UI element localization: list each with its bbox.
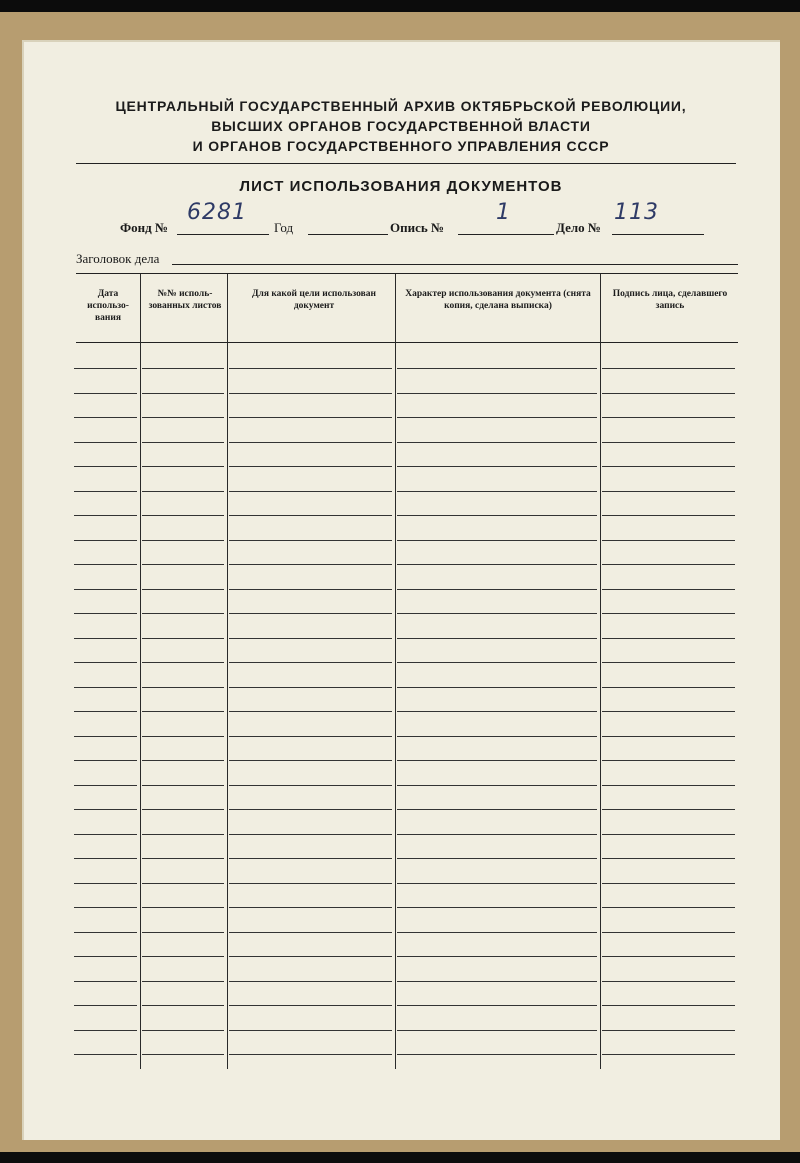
table-row-line <box>74 956 137 957</box>
table-top-rule <box>76 273 738 274</box>
table-row-line <box>142 883 224 884</box>
table-row-line <box>142 981 224 982</box>
table-row-line <box>229 760 392 761</box>
zagolovok-line <box>172 264 738 265</box>
table-row-line <box>229 956 392 957</box>
opis-label: Опись № <box>390 220 445 235</box>
table-row-line <box>142 907 224 908</box>
table-row-line <box>229 393 392 394</box>
table-row-line <box>602 1054 735 1055</box>
delo-value: 113 <box>614 200 659 225</box>
table-row-line <box>74 809 137 810</box>
table-row-line <box>74 907 137 908</box>
table-row-line <box>74 711 137 712</box>
table-row-line <box>142 491 224 492</box>
table-row-line <box>397 687 597 688</box>
table-row-line <box>397 417 597 418</box>
column-header-sheets: №№ исполь-зованных листов <box>148 289 222 311</box>
table-row-line <box>602 907 735 908</box>
table-row-line <box>602 711 735 712</box>
table-row-line <box>602 540 735 541</box>
table-row-line <box>142 858 224 859</box>
table-row-line <box>229 466 392 467</box>
fond-label: Фонд № <box>120 220 169 235</box>
table-row-line <box>142 393 224 394</box>
table-row-line <box>229 687 392 688</box>
table-row-line <box>602 932 735 933</box>
column-header-signature: Подпись лица, сделавшего запись <box>612 289 728 311</box>
table-row-line <box>229 809 392 810</box>
fond-value: 6281 <box>187 200 247 225</box>
table-row-line <box>397 932 597 933</box>
table-row-line <box>397 564 597 565</box>
table-row-line <box>229 368 392 369</box>
god-label: Год <box>274 220 294 235</box>
fond-line <box>177 234 269 235</box>
table-row-line <box>602 589 735 590</box>
table-row-line <box>74 687 137 688</box>
table-row-line <box>74 564 137 565</box>
table-row-line <box>229 1005 392 1006</box>
table-row-line <box>229 932 392 933</box>
archive-header-line-3: И ОРГАНОВ ГОСУДАРСТВЕННОГО УПРАВЛЕНИЯ СССР <box>192 138 610 154</box>
table-row-line <box>229 834 392 835</box>
table-row-line <box>142 662 224 663</box>
table-row-line <box>602 785 735 786</box>
table-row-line <box>229 515 392 516</box>
table-row-line <box>74 417 137 418</box>
table-row-line <box>397 491 597 492</box>
table-row-line <box>602 491 735 492</box>
table-row-line <box>142 368 224 369</box>
document-sheet <box>22 40 780 1140</box>
table-row-line <box>142 564 224 565</box>
table-row-line <box>397 956 597 957</box>
column-separator <box>395 274 396 1069</box>
table-row-line <box>397 589 597 590</box>
table-row-line <box>74 540 137 541</box>
table-row-line <box>142 932 224 933</box>
table-row-line <box>142 1030 224 1031</box>
table-row-line <box>602 368 735 369</box>
opis-line <box>458 234 554 235</box>
table-row-line <box>74 613 137 614</box>
table-row-line <box>602 564 735 565</box>
table-row-line <box>142 540 224 541</box>
table-row-line <box>602 662 735 663</box>
table-row-line <box>142 638 224 639</box>
delo-label: Дело № <box>556 220 601 235</box>
table-row-line <box>229 442 392 443</box>
table-row-line <box>602 834 735 835</box>
table-row-line <box>142 736 224 737</box>
table-row-line <box>74 932 137 933</box>
table-row-line <box>74 491 137 492</box>
table-row-line <box>74 589 137 590</box>
table-row-line <box>229 491 392 492</box>
form-title: ЛИСТ ИСПОЛЬЗОВАНИЯ ДОКУМЕНТОВ <box>239 178 563 195</box>
table-row-line <box>397 907 597 908</box>
table-row-line <box>229 736 392 737</box>
table-row-line <box>229 785 392 786</box>
column-separator <box>600 274 601 1069</box>
table-row-line <box>397 442 597 443</box>
table-row-line <box>397 809 597 810</box>
table-row-line <box>397 613 597 614</box>
table-row-line <box>397 785 597 786</box>
table-row-line <box>142 613 224 614</box>
table-row-line <box>229 613 392 614</box>
table-row-line <box>229 907 392 908</box>
table-row-line <box>397 981 597 982</box>
opis-value: 1 <box>496 200 511 225</box>
table-row-line <box>602 442 735 443</box>
table-row-line <box>229 1030 392 1031</box>
table-row-line <box>397 760 597 761</box>
table-row-line <box>397 1030 597 1031</box>
table-row-line <box>229 1054 392 1055</box>
table-row-line <box>74 442 137 443</box>
table-row-line <box>142 466 224 467</box>
table-row-line <box>229 417 392 418</box>
table-row-line <box>74 515 137 516</box>
table-row-line <box>602 638 735 639</box>
column-header-character: Характер использования документа (снята копия, сделана выписка) <box>405 289 591 311</box>
column-separator <box>227 274 228 1069</box>
table-row-line <box>397 711 597 712</box>
table-row-line <box>397 393 597 394</box>
column-header-purpose: Для какой цели использован документ <box>251 289 377 311</box>
table-row-line <box>142 515 224 516</box>
archive-header-line-1: ЦЕНТРАЛЬНЫЙ ГОСУДАРСТВЕННЫЙ АРХИВ ОКТЯБРЬСКОЙ РЕВОЛЮЦИИ, <box>115 98 687 114</box>
table-row-line <box>602 736 735 737</box>
delo-line <box>612 234 704 235</box>
table-row-line <box>142 1005 224 1006</box>
table-row-line <box>602 956 735 957</box>
table-row-line <box>397 466 597 467</box>
table-row-line <box>602 613 735 614</box>
table-row-line <box>602 858 735 859</box>
table-row-line <box>602 883 735 884</box>
table-row-line <box>74 638 137 639</box>
table-row-line <box>602 809 735 810</box>
table-row-line <box>602 760 735 761</box>
table-row-line <box>397 1005 597 1006</box>
table-row-line <box>74 1030 137 1031</box>
table-row-line <box>142 442 224 443</box>
table-row-line <box>229 564 392 565</box>
table-row-line <box>142 834 224 835</box>
table-row-line <box>74 393 137 394</box>
table-row-line <box>142 809 224 810</box>
table-row-line <box>229 638 392 639</box>
table-row-line <box>142 1054 224 1055</box>
table-row-line <box>229 589 392 590</box>
table-row-line <box>397 368 597 369</box>
table-row-line <box>142 785 224 786</box>
table-header-bottom-rule <box>76 342 738 343</box>
table-row-line <box>74 834 137 835</box>
table-row-line <box>602 466 735 467</box>
table-row-line <box>74 785 137 786</box>
table-row-line <box>74 1054 137 1055</box>
table-row-line <box>602 1005 735 1006</box>
column-header-date: Дата использо-вания <box>87 289 129 323</box>
table-row-line <box>142 760 224 761</box>
table-row-line <box>397 1054 597 1055</box>
table-row-line <box>142 956 224 957</box>
table-row-line <box>74 368 137 369</box>
table-row-line <box>602 687 735 688</box>
table-row-line <box>397 858 597 859</box>
table-row-line <box>74 1005 137 1006</box>
column-separator <box>140 274 141 1069</box>
table-row-line <box>397 540 597 541</box>
table-row-line <box>602 393 735 394</box>
table-row-line <box>229 981 392 982</box>
table-row-line <box>229 858 392 859</box>
table-row-line <box>397 662 597 663</box>
header-divider <box>76 163 736 164</box>
table-row-line <box>74 466 137 467</box>
table-row-line <box>602 417 735 418</box>
table-row-line <box>602 1030 735 1031</box>
zagolovok-label: Заголовок дела <box>76 251 160 266</box>
table-row-line <box>142 711 224 712</box>
table-row-line <box>397 736 597 737</box>
table-row-line <box>602 981 735 982</box>
table-row-line <box>229 711 392 712</box>
table-row-line <box>229 540 392 541</box>
table-row-line <box>142 417 224 418</box>
table-row-line <box>74 981 137 982</box>
table-row-line <box>74 736 137 737</box>
table-row-line <box>142 687 224 688</box>
table-row-line <box>397 834 597 835</box>
god-line <box>308 234 388 235</box>
archive-header-line-2: ВЫСШИХ ОРГАНОВ ГОСУДАРСТВЕННОЙ ВЛАСТИ <box>211 118 591 134</box>
table-row-line <box>229 883 392 884</box>
table-row-line <box>74 662 137 663</box>
table-row-line <box>74 760 137 761</box>
table-row-line <box>229 662 392 663</box>
table-row-line <box>397 883 597 884</box>
table-row-line <box>397 638 597 639</box>
table-row-line <box>74 883 137 884</box>
table-row-line <box>602 515 735 516</box>
table-row-line <box>142 589 224 590</box>
table-row-line <box>74 858 137 859</box>
table-row-line <box>397 515 597 516</box>
